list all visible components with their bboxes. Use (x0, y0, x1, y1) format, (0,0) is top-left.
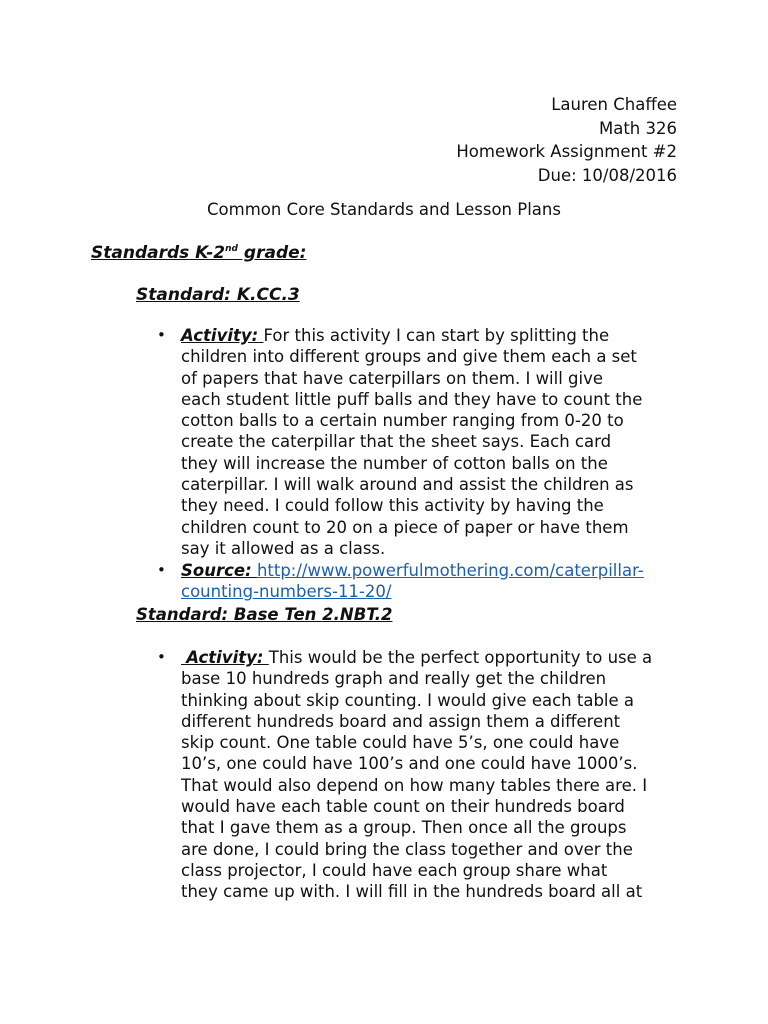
activity-line: say it allowed as a class. (181, 538, 386, 558)
bullet-activity-1: • (157, 326, 166, 344)
activity-line: skip count. One table could have 5’s, one could have (181, 733, 620, 753)
section-heading-superscript: nd (225, 244, 238, 254)
source-line (181, 581, 686, 602)
assignment-title: Homework Assignment #2 (456, 142, 677, 161)
activity-line: different hundreds board and assign them a different (181, 711, 621, 731)
standard-heading-nbt2: Standard: Base Ten 2.NBT.2 (136, 605, 393, 624)
activity-line: they will increase the number of cotton balls on the (181, 453, 608, 473)
section-heading-prefix: Standards K-2 (91, 243, 226, 263)
activity-line: each student little puff balls and they have to count the (181, 389, 643, 409)
activity-line: base 10 hundreds graph and really get the children (181, 669, 607, 689)
student-header (456, 93, 677, 187)
activity-paragraph-1 (181, 325, 686, 559)
activity-line: children into different groups and give them each a set (181, 347, 637, 367)
activity-line: cotton balls to a certain number ranging from 0-20 to (181, 411, 624, 431)
standard-heading-kcc3: Standard: K.CC.3 (136, 285, 300, 305)
activity-line: they need. I could follow this activity by having the (181, 496, 604, 516)
activity-label: Activity: (181, 326, 259, 345)
activity-line: caterpillar. I will walk around and assist the children as (181, 475, 634, 495)
activity-line: children count to 20 on a piece of paper or have them (181, 517, 629, 537)
activity-line: thinking about skip counting. I would give each table a (181, 690, 635, 710)
course-number: Math 326 (598, 118, 677, 138)
bullet-activity-2: • (157, 648, 166, 666)
student-name: Lauren Chaffee (551, 95, 677, 114)
bullet-source: • (157, 561, 166, 579)
activity-line: that I gave them as a group. Then once all the groups (181, 818, 627, 838)
activity-line (181, 647, 686, 668)
activity-label: Activity: (186, 648, 264, 667)
section-heading-suffix: grade: (238, 243, 307, 263)
source-link[interactable]: http://www.powerfulmothering.com/caterpillar- (256, 561, 644, 580)
source-link-continued[interactable]: counting-numbers-11-20/ (181, 582, 392, 602)
activity-line: would have each table count on their hundreds board (181, 797, 625, 817)
activity-line: create the caterpillar that the sheet says. Each card (181, 432, 612, 452)
source-line (181, 560, 686, 581)
activity-text: For this activity I can start by splitting the (263, 326, 610, 345)
activity-line: class projector, I could have each group share what (181, 860, 608, 880)
activity-line: 10’s, one could have 100’s and one could have 1000’s. (181, 754, 638, 774)
activity-line: they came up with. I will fill in the hundreds board all at (181, 882, 643, 902)
activity-line (181, 325, 686, 346)
activity-line: That would also depend on how many tables there are. I (181, 775, 648, 795)
source-label: Source: (181, 561, 252, 580)
activity-paragraph-2 (181, 647, 686, 903)
activity-line: are done, I could bring the class together and over the (181, 839, 633, 859)
due-date: Due: 10/08/2016 (537, 165, 677, 185)
section-heading (91, 242, 306, 264)
activity-text: This would be the perfect opportunity to use a (268, 648, 653, 667)
activity-line: of papers that have caterpillars on them. I will give (181, 368, 604, 388)
source-paragraph (181, 560, 686, 603)
document-title: Common Core Standards and Lesson Plans (207, 200, 561, 219)
